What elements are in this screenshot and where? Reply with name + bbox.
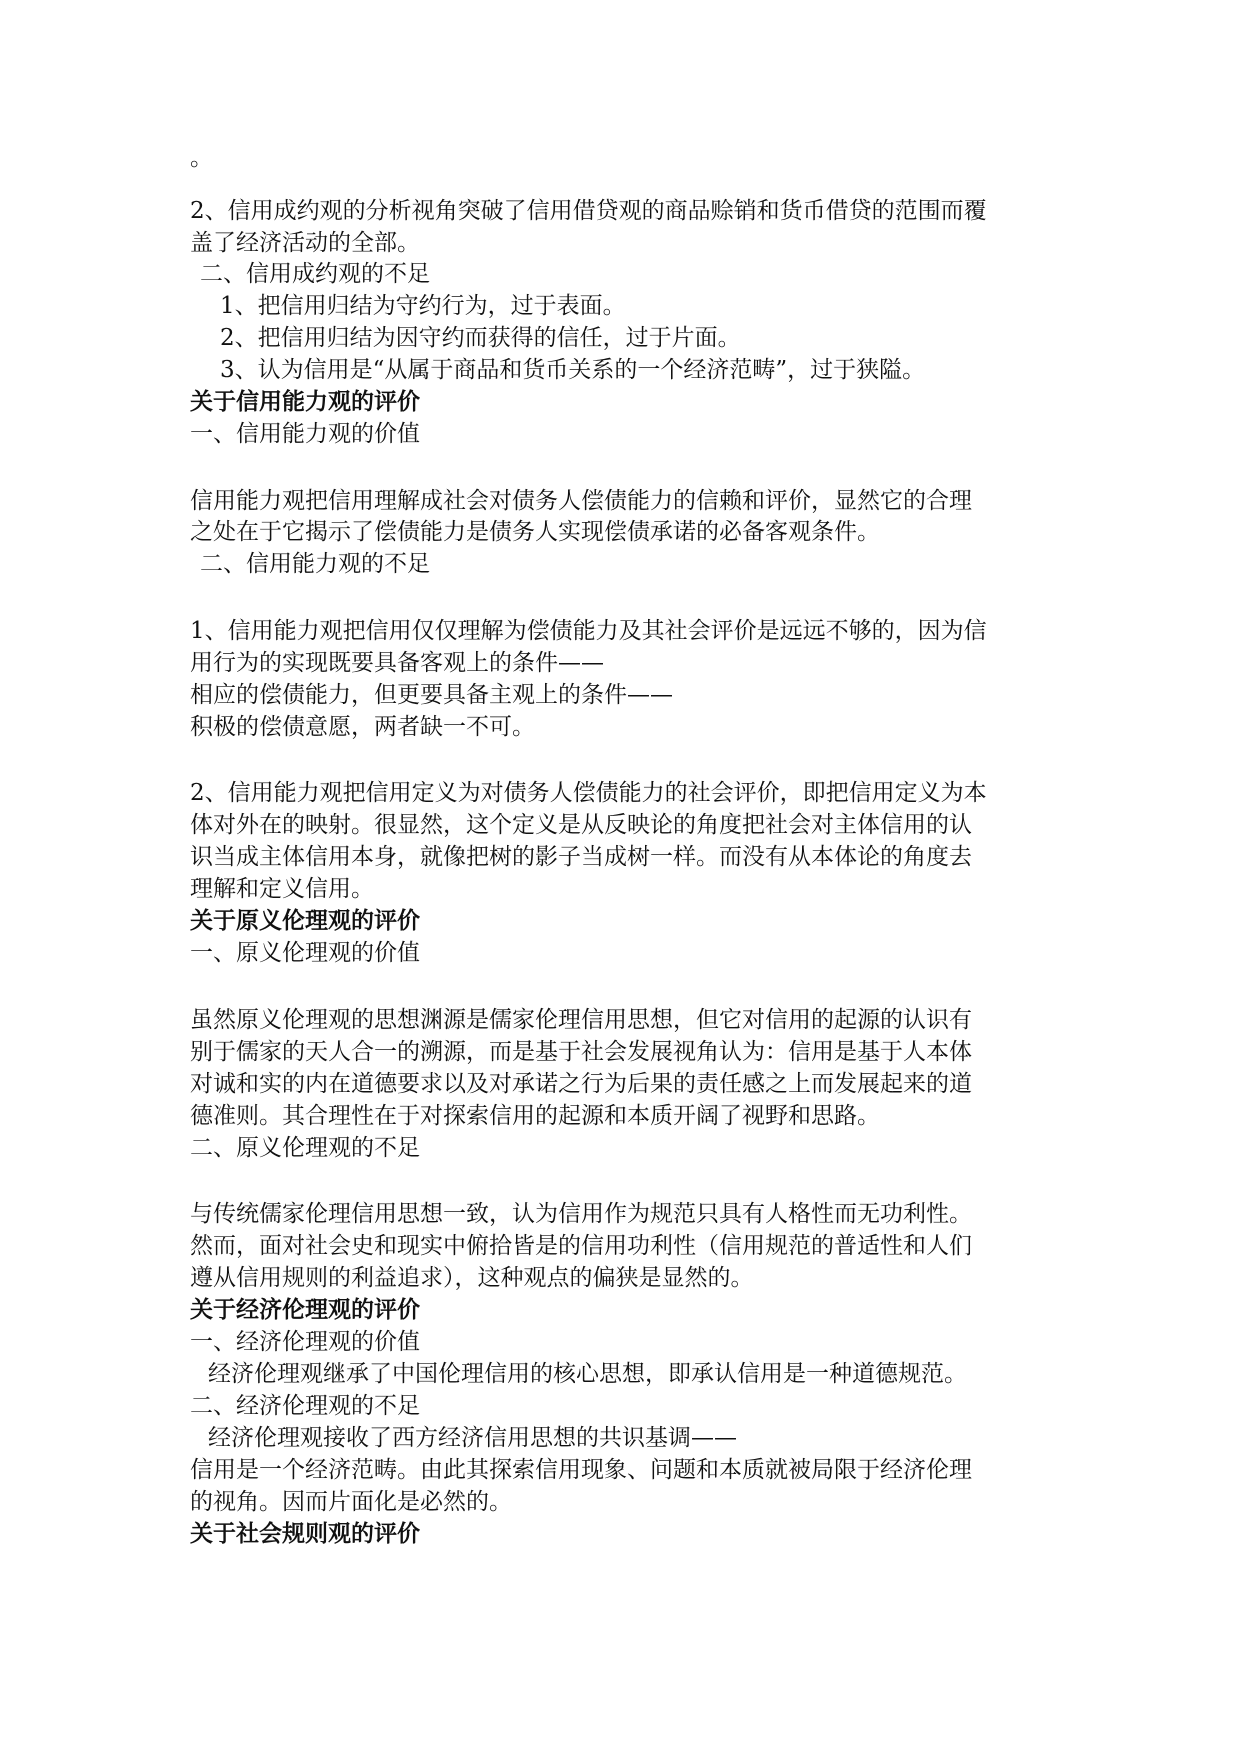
section-heading: 关于原义伦理观的评价 — [190, 907, 420, 934]
subheading: 一、信用能力观的价值 — [190, 421, 420, 447]
paragraph-line: 积极的偿债意愿，两者缺一不可。 — [190, 714, 535, 740]
paragraph-line: 理解和定义信用。 — [190, 876, 374, 902]
section-heading: 关于信用能力观的评价 — [190, 388, 420, 415]
paragraph-line: 1、信用能力观把信用仅仅理解为偿债能力及其社会评价是远远不够的，因为信 — [190, 618, 987, 644]
section-heading: 关于经济伦理观的评价 — [190, 1296, 420, 1323]
paragraph-line: 之处在于它揭示了偿债能力是债务人实现偿债承诺的必备客观条件。 — [190, 519, 880, 545]
paragraph-line: 相应的偿债能力，但更要具备主观上的条件—— — [190, 682, 673, 708]
subheading: 二、信用能力观的不足 — [200, 551, 430, 577]
paragraph-line: 经济伦理观继承了中国伦理信用的核心思想，即承认信用是一种道德规范。 — [208, 1361, 967, 1387]
paragraph-line: 对诚和实的内在道德要求以及对承诺之行为后果的责任感之上而发展起来的道 — [190, 1071, 972, 1097]
section-heading: 关于社会规则观的评价 — [190, 1520, 420, 1547]
paragraph-line: 然而，面对社会史和现实中俯拾皆是的信用功利性（信用规范的普适性和人们 — [190, 1233, 972, 1259]
paragraph-line: 的视角。因而片面化是必然的。 — [190, 1489, 512, 1515]
paragraph-line: 信用能力观把信用理解成社会对债务人偿债能力的信赖和评价，显然它的合理 — [190, 488, 972, 514]
subheading: 二、经济伦理观的不足 — [190, 1393, 420, 1419]
text-line: 。 — [190, 145, 213, 171]
paragraph-line: 用行为的实现既要具备客观上的条件—— — [190, 650, 604, 676]
paragraph-line: 识当成主体信用本身，就像把树的影子当成树一样。而没有从本体论的角度去 — [190, 844, 972, 870]
paragraph-line: 体对外在的映射。很显然，这个定义是从反映论的角度把社会对主体信用的认 — [190, 812, 972, 838]
subheading: 二、原义伦理观的不足 — [190, 1135, 420, 1161]
paragraph-line: 虽然原义伦理观的思想渊源是儒家伦理信用思想，但它对信用的起源的认识有 — [190, 1007, 972, 1033]
paragraph-line: 经济伦理观接收了西方经济信用思想的共识基调—— — [208, 1425, 737, 1451]
paragraph-line: 与传统儒家伦理信用思想一致，认为信用作为规范只具有人格性而无功利性。 — [190, 1201, 972, 1227]
subheading: 一、经济伦理观的价值 — [190, 1329, 420, 1355]
paragraph-line: 别于儒家的天人合一的溯源，而是基于社会发展视角认为：信用是基于人本体 — [190, 1039, 972, 1065]
paragraph-line: 遵从信用规则的利益追求），这种观点的偏狭是显然的。 — [190, 1265, 754, 1291]
paragraph-line: 2、信用能力观把信用定义为对债务人偿债能力的社会评价，即把信用定义为本 — [190, 780, 987, 806]
subheading: 二、信用成约观的不足 — [200, 261, 430, 287]
paragraph-line: 信用是一个经济范畴。由此其探索信用现象、问题和本质就被局限于经济伦理 — [190, 1457, 972, 1483]
list-item: 1、把信用归结为守约行为，过于表面。 — [220, 293, 626, 319]
list-item: 2、把信用归结为因守约而获得的信任，过于片面。 — [220, 325, 741, 351]
subheading: 一、原义伦理观的价值 — [190, 940, 420, 966]
list-item: 3、认为信用是“从属于商品和货币关系的一个经济范畴”，过于狭隘。 — [220, 357, 926, 383]
paragraph-line: 2、信用成约观的分析视角突破了信用借贷观的商品赊销和货币借贷的范围而覆 — [190, 198, 987, 224]
paragraph-line: 盖了经济活动的全部。 — [190, 230, 420, 256]
paragraph-line: 德准则。其合理性在于对探索信用的起源和本质开阔了视野和思路。 — [190, 1103, 880, 1129]
